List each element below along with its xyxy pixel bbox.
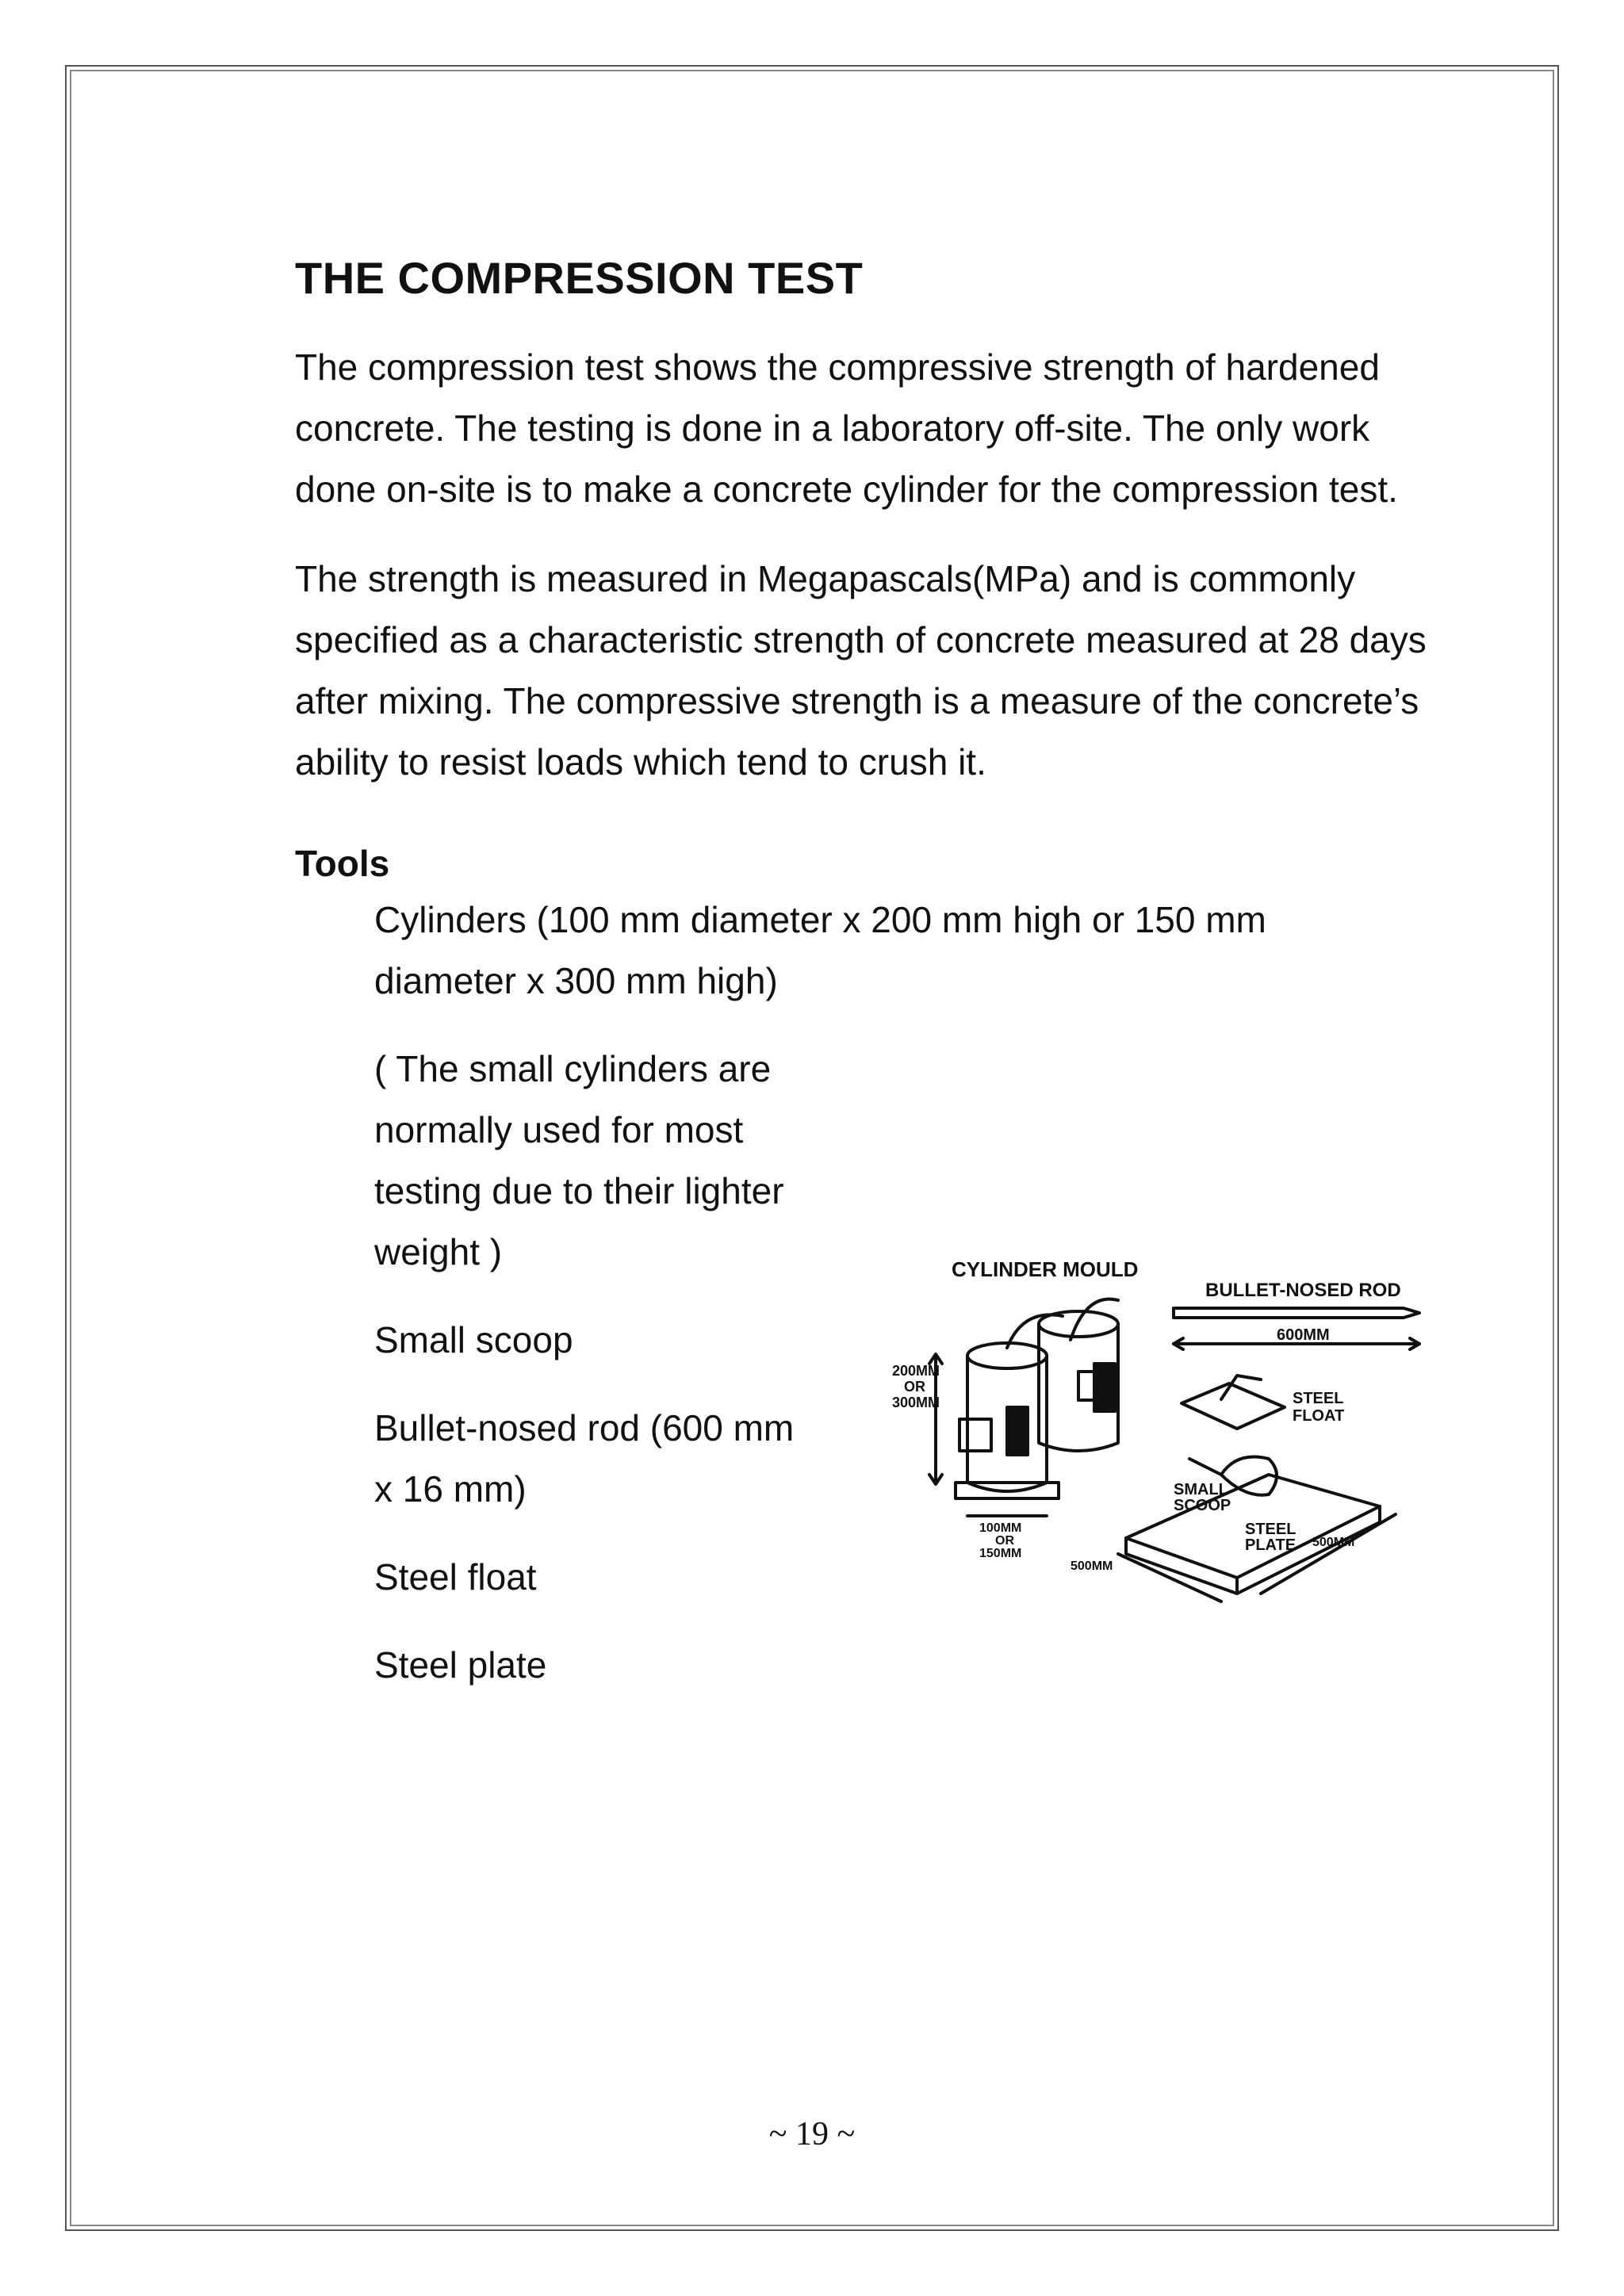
page-title: THE COMPRESSION TEST <box>295 253 864 303</box>
label-height-or: OR <box>904 1379 925 1395</box>
tool-item-bullet-nosed-rod: Bullet-nosed rod (600 mm x 16 mm) <box>374 1407 795 1510</box>
tool-item-small-scoop: Small scoop <box>374 1319 573 1360</box>
label-dia-150: 150MM <box>979 1547 1022 1560</box>
tools-heading: Tools <box>295 843 390 884</box>
label-height-300: 300MM <box>892 1395 940 1410</box>
label-small-scoop-2: SCOOP <box>1174 1497 1231 1514</box>
compression-tools-illustration <box>888 1221 1443 1617</box>
intro-paragraph: The compression test shows the compressive strength of hardened concrete. The testing is done in a laboratory off-site. The only work done on-site is to make a concrete cylinder for the compression test. <box>295 346 1398 510</box>
tools-sketch <box>888 1221 1443 1617</box>
label-plate-500-left: 500MM <box>1071 1559 1113 1573</box>
tool-item-note: ( The small cylinders are normally used for most testing due to their lighter weight ) <box>374 1048 784 1272</box>
label-plate-500-right: 500MM <box>1312 1536 1355 1549</box>
label-small-scoop-1: SMALL <box>1174 1481 1228 1498</box>
label-bullet-nosed-rod: BULLET-NOSED ROD <box>1205 1280 1401 1301</box>
tool-item-cylinders: Cylinders (100 mm diameter x 200 mm high or 150 mm diameter x 300 mm high) <box>374 899 1266 1001</box>
tool-item-steel-float: Steel float <box>374 1556 537 1598</box>
page-number: ~ 19 ~ <box>768 2116 856 2152</box>
label-steel-float-1: STEEL <box>1293 1390 1344 1407</box>
label-dia-or: OR <box>995 1534 1014 1548</box>
label-steel-plate-1: STEEL <box>1245 1521 1297 1538</box>
label-rod-length: 600MM <box>1277 1326 1330 1344</box>
tool-item-steel-plate: Steel plate <box>374 1644 547 1686</box>
label-height-200: 200MM <box>892 1363 940 1379</box>
steel-float-shape <box>1182 1383 1285 1429</box>
label-cylinder-mould: CYLINDER MOULD <box>952 1257 1139 1281</box>
bullet-nosed-rod-shape <box>1174 1308 1419 1318</box>
strength-paragraph: The strength is measured in Megapascals(MPa) and is commonly specified as a characteristic strength of concrete measured at 28 days after mixing. The compressive strength is a measure of the concrete’s ability to resist loads which tend to crush it. <box>295 558 1427 783</box>
label-steel-plate-2: PLATE <box>1245 1536 1297 1554</box>
label-dia-100: 100MM <box>979 1521 1022 1535</box>
label-steel-float-2: FLOAT <box>1293 1407 1345 1425</box>
